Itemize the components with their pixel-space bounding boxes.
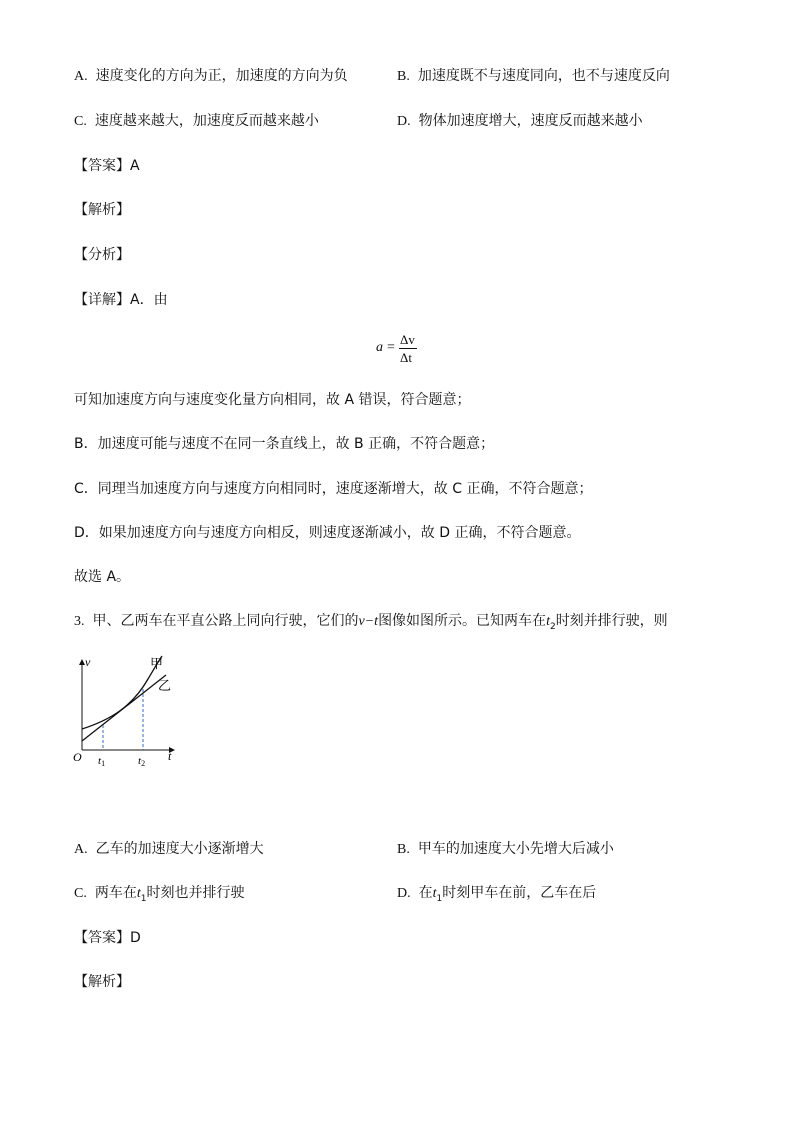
option-letter: C. [74,114,87,129]
stem-part2: 图像如图所示。已知两车在 [378,613,547,629]
fraction-bar [399,348,417,349]
stem-vt: v−t [358,614,379,629]
option-text: 物体加速度增大，速度反而越来越小 [418,113,643,129]
curve-jia-label: 甲 [150,657,164,672]
option-text: 加速度既不与速度同向，也不与速度反向 [417,68,670,84]
option-var: t [136,886,141,901]
option-var: t [432,886,437,901]
option-pre: 两车在 [94,885,137,901]
stem-part1: 甲、乙两车在平直公路上同向行驶，它们的 [92,613,359,629]
option-text: 速度变化的方向为正，加速度的方向为负 [95,68,348,84]
q2-line-3: C．同理当加速度方向与速度方向相同时，速度逐渐增大，故 C 正确，不符合题意； [74,481,593,497]
q2-option-b [397,66,670,87]
curve-yi [82,675,166,741]
t1-label: t1 [98,755,106,768]
formula-lhs: a [376,340,383,355]
q2-option-d [397,111,643,132]
q3-option-a [74,839,264,860]
q3-analysis-label: 【解析】 [74,974,130,990]
option-letter: A. [74,842,88,857]
option-letter: A. [74,69,88,84]
curve-yi-label: 乙 [158,679,172,694]
option-letter: C. [74,886,87,901]
formula-denominator: Δt [400,350,412,365]
q2-line-5: 故选 A。 [74,569,131,585]
question-number: 3. [74,614,85,629]
q2-line-4: D．如果加速度方向与速度方向相反，则速度逐渐减小，故 D 正确，不符合题意。 [74,525,581,541]
stem-t2: t [546,614,550,629]
vt-graph [70,652,190,772]
q2-option-a [74,66,348,87]
q3-option-b [397,839,614,860]
option-var-sub: 1 [140,893,147,904]
t2-label: t2 [138,755,146,768]
q3-option-c [74,883,244,909]
stem-t2-sub: 2 [549,621,556,632]
option-letter: B. [397,69,410,84]
option-letter: D. [397,114,411,129]
q2-detail-intro: 【详解】A．由 [74,292,168,308]
option-letter: B. [397,842,410,857]
option-text: 速度越来越大，加速度反而越来越小 [94,113,319,129]
q2-line-1: 可知加速度方向与速度变化量方向相同，故 A 错误，符合题意； [74,392,471,408]
option-text: 乙车的加速度大小逐渐增大 [95,841,264,857]
stem-part3: 时刻并排行驶，则 [555,613,668,629]
axis-v-label: v [85,655,91,669]
q2-option-c [74,111,319,132]
q2-analysis-label: 【解析】 [74,202,130,218]
q2-answer: 【答案】A [74,158,140,174]
axis-t-label: t [168,749,172,763]
option-text: 甲车的加速度大小先增大后减小 [417,841,614,857]
option-post: 时刻也并排行驶 [146,885,245,901]
formula-equals: = [387,340,395,355]
option-var-sub: 1 [436,893,443,904]
q3-stem [74,611,668,637]
q2-line-2: B．加速度可能与速度不在同一条直线上，故 B 正确，不符合题意； [74,436,495,452]
option-letter: D. [397,886,411,901]
q3-answer: 【答案】D [74,930,141,946]
formula-numerator: Δv [400,332,415,347]
origin-label: O [73,750,82,764]
option-pre: 在 [418,885,433,901]
q3-option-d [397,883,596,909]
q2-fenxi-label: 【分析】 [74,247,130,263]
option-post: 时刻甲车在前，乙车在后 [442,885,597,901]
